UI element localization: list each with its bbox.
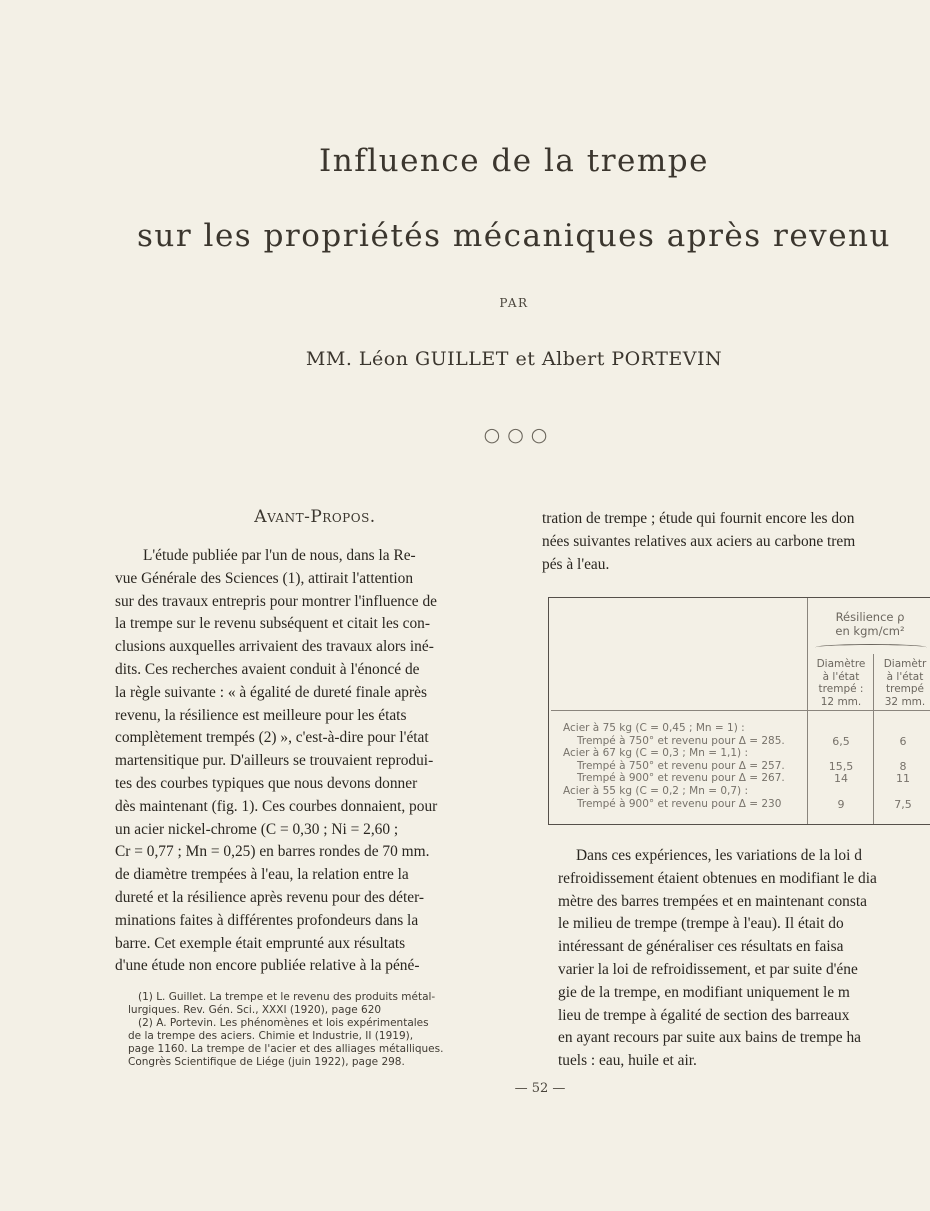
table-cell-12mm: 15,5 xyxy=(828,759,854,773)
header-line: Résilience ρ xyxy=(835,610,905,624)
text-line: lieu de trempe à égalité de section des barreaux xyxy=(558,1006,850,1024)
footnotes xyxy=(128,991,518,1069)
header-line: en kgm/cm² xyxy=(835,624,905,638)
resilience-table xyxy=(548,597,930,825)
left-column-text xyxy=(115,545,515,978)
table-cell-12mm: 14 xyxy=(834,772,848,786)
right-column-bottom-text xyxy=(558,845,930,1073)
table-header-rule xyxy=(551,710,930,711)
text-line: clusions auxquelles arrivaient des travaux alors iné- xyxy=(115,638,434,656)
ornament-circles: ○○○ xyxy=(483,424,555,446)
text-line: barre. Cet exemple était emprunté aux résultats xyxy=(115,934,406,952)
table-row-label: Trempé à 900° et revenu pour Δ = 230 xyxy=(577,797,782,810)
header-line: 32 mm. xyxy=(884,695,926,708)
text-line: le milieu de trempe (trempe à l'eau). Il était do xyxy=(558,915,844,933)
text-line: minations faites à différentes profondeurs dans la xyxy=(115,911,419,929)
table-cell-32mm: 11 xyxy=(896,772,910,786)
authors: MM. Léon GUILLET et Albert PORTEVIN xyxy=(305,348,723,370)
text-line: sur des travaux entrepris pour montrer l'influence de xyxy=(115,592,438,610)
table-row-label: Acier à 75 kg (C = 0,45 ; Mn = 1) : xyxy=(563,722,745,734)
text-line: dès maintenant (fig. 1). Ces courbes donnaient, pour xyxy=(115,797,438,815)
table-row-label: Trempé à 750° et revenu pour Δ = 285. xyxy=(577,734,785,747)
text-line: L'étude publiée par l'un de nous, dans la Re- xyxy=(143,547,416,564)
text-line: tration de trempe ; étude qui fournit encore les don xyxy=(542,510,855,527)
text-line: mètre des barres trempées et en maintenant consta xyxy=(558,892,867,910)
header-line: trempé xyxy=(885,683,925,695)
text-line: de diamètre trempées à l'eau, la relation entre la xyxy=(115,866,409,884)
text-line: martensitique pur. D'ailleurs se trouvaient reprodui- xyxy=(115,752,434,770)
text-line: dureté et la résilience après revenu pour des déter- xyxy=(115,888,425,906)
table-cell-32mm: 6 xyxy=(899,734,907,748)
table-header-main xyxy=(809,610,930,638)
table-cell-32mm: 7,5 xyxy=(894,797,912,811)
text-line: refroidissement étaient obtenues en modifiant le dia xyxy=(558,869,877,887)
text-line: Dans ces expériences, les variations de la loi d xyxy=(576,847,862,864)
header-line: Diamètre xyxy=(816,658,866,670)
text-line: dits. Ces recherches avaient conduit à l'énoncé de xyxy=(115,660,420,678)
text-line: gie de la trempe, en modifiant uniquement le m xyxy=(558,983,850,1001)
footnote-line: (1) L. Guillet. La trempe et le revenu des produits métal- xyxy=(138,991,436,1003)
right-column-top-text xyxy=(542,508,930,576)
text-line: nées suivantes relatives aux aciers au carbone trem xyxy=(542,532,856,550)
title-line-2: sur les propriétés mécaniques après revenu xyxy=(137,218,891,254)
text-line: complètement trempés (2) », c'est-à-dire pour l'état xyxy=(115,729,429,747)
footnote-line: de la trempe des aciers. Chimie et Industrie, II (1919), xyxy=(128,1030,414,1042)
footnote-line: Congrès Scientifique de Liége (juin 1922), page 298. xyxy=(128,1056,405,1068)
text-line: Cr = 0,77 ; Mn = 0,25) en barres rondes de 70 mm. xyxy=(115,843,430,861)
title-line-1: Influence de la trempe xyxy=(319,143,709,179)
table-header-col2 xyxy=(873,658,930,708)
page-number: — 52 — xyxy=(514,1081,566,1096)
table-row-label: Acier à 67 kg (C = 0,3 ; Mn = 1,1) : xyxy=(563,747,749,760)
header-line: trempé : xyxy=(818,683,864,695)
table-row-label: Trempé à 750° et revenu pour Δ = 257. xyxy=(577,759,785,772)
footnote-line: (2) A. Portevin. Les phénomènes et lois expérimentales xyxy=(138,1017,429,1029)
text-line: tuels : eau, huile et air. xyxy=(558,1052,697,1070)
section-heading: Avant-Propos. xyxy=(254,507,376,527)
header-line: Diamètr xyxy=(883,658,927,670)
text-line: tes des courbes typiques que nous devons donner xyxy=(115,774,418,792)
table-cell-32mm: 8 xyxy=(899,759,907,773)
table-body xyxy=(563,722,813,810)
footnote-line: lurgiques. Rev. Gén. Sci., XXXI (1920), page 620 xyxy=(128,1004,382,1016)
text-line: varier la loi de refroidissement, et par suite d'éne xyxy=(558,960,858,978)
text-line: vue Générale des Sciences (1), attirait l'attention xyxy=(115,569,414,587)
text-line: la trempe sur le revenu subséquent et citait les con- xyxy=(115,615,430,633)
text-line: revenu, la résilience est meilleure pour les états xyxy=(115,706,407,724)
text-line: pés à l'eau. xyxy=(542,555,610,573)
text-line: en ayant recours par suite aux bains de trempe ha xyxy=(558,1029,861,1047)
text-line: un acier nickel-chrome (C = 0,30 ; Ni = 2,60 ; xyxy=(115,820,399,838)
table-row-label: Trempé à 900° et revenu pour Δ = 267. xyxy=(577,772,785,785)
text-line: d'une étude non encore publiée relative à la péné- xyxy=(115,957,420,975)
table-cell-12mm: 6,5 xyxy=(832,734,850,748)
header-line: 12 mm. xyxy=(820,695,862,708)
text-line: intéressant de généraliser ces résultats en faisa xyxy=(558,938,844,956)
header-brace xyxy=(815,644,927,651)
header-line: à l'état xyxy=(886,670,924,683)
table-row-label: Acier à 55 kg (C = 0,2 ; Mn = 0,7) : xyxy=(563,784,749,797)
table-cell-12mm: 9 xyxy=(837,797,845,811)
by-label: PAR xyxy=(499,296,529,310)
table-header-col1 xyxy=(809,658,873,708)
header-line: à l'état xyxy=(822,670,860,683)
footnote-line: page 1160. La trempe de l'acier et des alliages métalliques. xyxy=(128,1043,444,1055)
text-line: la règle suivante : « à égalité de dureté finale après xyxy=(115,683,427,701)
